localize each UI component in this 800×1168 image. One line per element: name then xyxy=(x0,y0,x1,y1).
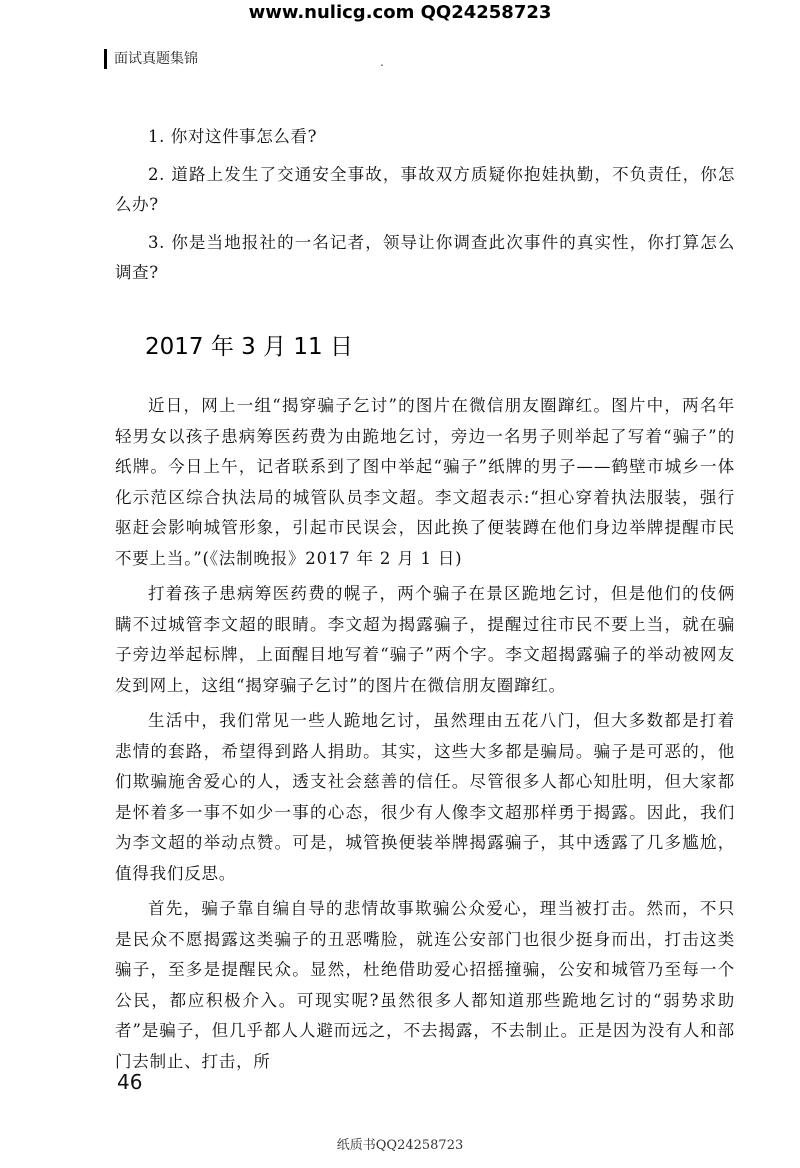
paragraph: 近日，网上一组“揭穿骗子乞讨”的图片在微信朋友圈蹿红。图片中，两名年轻男女以孩子患病筹医药费为由跪地乞讨，旁边一名男子则举起了写着“骗子”的纸牌。今日上午，记者联系到了图中举起“骗子”纸牌的男子——鹤壁市城乡一体化示范区综合执法局的城管队员李文超。李文超表示:“担心穿着执法服装，强行驱赶会影响城管形象，引起市民误会，因此换了便装蹲在他们身边举牌提醒市民不要上当。”(《法制晚报》2017 年 2 月 1 日) xyxy=(115,396,735,568)
paragraph: 生活中，我们常见一些人跪地乞讨，虽然理由五花八门，但大多数都是打着悲情的套路，希望得到路人捐助。其实，这些大多都是骗局。骗子是可恶的，他们欺骗施舍爱心的人，透支社会慈善的信任。尽管很多人都心知肚明，但大家都是怀着多一事不如少一事的心态，很少有人像李文超那样勇于揭露。因此，我们为李文超的举动点赞。可是，城管换便装举牌揭露骗子，其中透露了几多尴尬，值得我们反思。 xyxy=(115,711,735,883)
question-2: 2. 道路上发生了交通安全事故，事故双方质疑你抱娃执勤，不负责任，你怎么办? xyxy=(115,165,735,214)
bottom-watermark: 纸质书QQ24258723 xyxy=(336,1138,464,1153)
paragraph: 首先，骗子靠自编自导的悲情故事欺骗公众爱心，理当被打击。然而，不只是民众不愿揭露这类骗子的丑恶嘴脸，就连公安部门也很少挺身而出，打击这类骗子，至多是提醒民众。显然，杜绝借助爱心招摇撞骗，公安和城管乃至每一个公民，都应积极介入。可现实呢?虽然很多人都知道那些跪地乞讨的“弱势求助者”是骗子，但几乎都人人避而远之，不去揭露，不去制止。正是因为没有人和部门去制止、打击，所 xyxy=(115,899,735,1071)
question-3: 3. 你是当地报社的一名记者，领导让你调查此次事件的真实性，你打算怎么调查? xyxy=(115,233,735,282)
top-watermark: www.nulicg.com QQ24258723 xyxy=(248,2,552,23)
paragraph: 打着孩子患病筹医药费的幌子，两个骗子在景区跪地乞讨，但是他们的伎俩瞒不过城管李文超的眼睛。李文超为揭露骗子，提醒过往市民不要上当，就在骗子旁边举起标牌，上面醒目地写着“骗子”两个字。李文超揭露骗子的举动被网友发到网上，这组“揭穿骗子乞讨”的图片在微信朋友圈蹿红。 xyxy=(115,584,735,695)
section-marker-bar xyxy=(104,49,107,69)
page-body xyxy=(115,122,735,1082)
running-header: 面试真题集锦 xyxy=(114,51,198,67)
question-1: 1. 你对这件事怎么看? xyxy=(148,127,318,146)
page-number: 46 xyxy=(117,1070,143,1094)
stray-dot: . xyxy=(380,55,384,69)
date-heading: 2017 年 3 月 11 日 xyxy=(145,334,353,360)
